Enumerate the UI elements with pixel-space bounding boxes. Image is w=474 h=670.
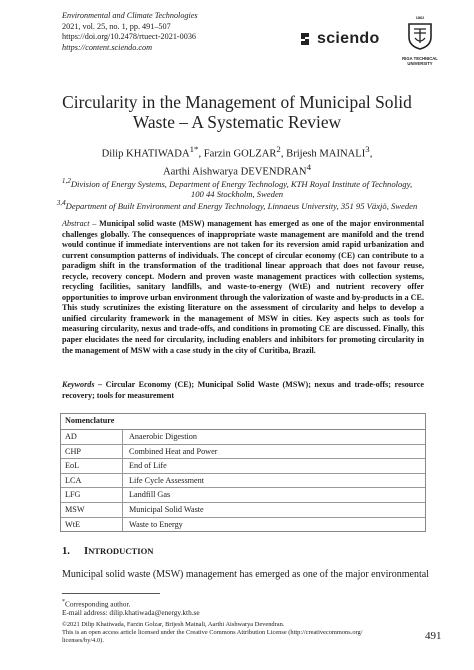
table-row (61, 430, 425, 445)
sciendo-wordmark: sciendo (317, 30, 380, 47)
author-sep: , (369, 148, 373, 160)
table-row (61, 518, 425, 532)
abstract (62, 219, 424, 356)
page-number: 491 (425, 630, 442, 642)
corr-mark: * (62, 599, 66, 605)
copyright-line: ©2021 Dilip Khatiwada, Farzin Golzar, Brijesh Mainali, Aarthi Aishwarya Devendran. (62, 621, 285, 628)
table-row (61, 474, 425, 489)
nomen-def: Waste to Energy (129, 519, 183, 529)
keywords-label: Keywords (62, 380, 95, 389)
rtu-est: 1862 (415, 16, 425, 20)
author-list (40, 143, 434, 179)
title-line-2: Waste – A Systematic Review (132, 112, 342, 132)
journal-site[interactable]: https://content.sciendo.com (62, 42, 153, 52)
journal-header (62, 11, 198, 53)
author-4: Aarthi Aishwarya DEVENDRAN (162, 166, 307, 178)
nomen-abbr: AD (61, 430, 123, 444)
corr-label: Corresponding author. (65, 599, 131, 609)
rtu-logo (396, 16, 444, 66)
table-row (61, 459, 425, 474)
footnote-license (62, 621, 363, 645)
rtu-name-1: RIGA TECHNICAL (402, 56, 438, 61)
nomen-abbr: MSW (61, 503, 123, 517)
abstract-label: Abstract (62, 219, 90, 228)
rtu-name-2: UNIVERSITY (407, 61, 433, 66)
corr-email[interactable]: E-mail address: dilip.khatiwada@energy.kth.se (62, 608, 200, 618)
author-4-sup: 4 (306, 162, 311, 173)
nomenclature-table (60, 413, 426, 532)
aff1-line-1: Division of Energy Systems, Department of Energy Technology, KTH Royal Institute of Technology, (70, 178, 413, 189)
aff2-line-1: Department of Built Environment and Energy Technology, Linnaeus University, 351 95 Växjö, Sweden (65, 200, 418, 211)
author-3: , Brijesh MAINALI (280, 148, 366, 160)
nomen-abbr: LCA (61, 474, 123, 488)
journal-issue: 2021, vol. 25, no. 1, pp. 491–507 (62, 21, 171, 31)
nomen-abbr: CHP (61, 445, 123, 459)
rtu-crest-icon (405, 21, 435, 51)
nomen-abbr: WtE (61, 518, 123, 532)
journal-name: Environmental and Climate Technologies (62, 11, 198, 20)
abstract-text: Municipal solid waste (MSW) management has emerged as one of the major environmental challenges globally. The consequences of inappropriate waste management are manifold and the trend would continue if immediate interventions are not taken for its reversion amid rapid urbanization and current consumption patterns of individuals. The concept of circular economy (CE) can contribute to a paradigm shift in the transformation of the traditional linear approach that does not favour reuse, recycle, recovery concept. Modern and proven waste management practices with collection systems, recycling facilities, sanitary landfills, and waste-to-energy (WtE) and nutrient recovery offer opportunities to improve urban environment through the valorization of waste and by-products in a CE. This study scrutinizes the existing literature on the assessment of circularity and helps to develop a unified circularity framework in the management of MSW in cities. Key aspects such as tools for measuring circularity, nexus and trade-offs, and conditions in promoting CE are discussed. Finally, this paper elucidates the need for circularity, including enablers and inhibitors for promoting circularity in the management of MSW with a case study in the city of Curitiba, Brazil. (62, 219, 424, 355)
nomen-abbr: EoL (61, 459, 123, 473)
table-row (61, 503, 425, 518)
sciendo-logo (298, 30, 380, 48)
paper-title (40, 92, 434, 132)
section-title-rest: NTRODUCTION (88, 546, 154, 556)
nomenclature-header: Nomenclature (61, 414, 425, 430)
sciendo-mark-icon (298, 32, 312, 46)
keywords (62, 380, 424, 401)
intro-first-line: Municipal solid waste (MSW) management has emerged as one of the major environmental (62, 569, 429, 580)
author-1: Dilip KHATIWADA (101, 148, 190, 160)
license-line-1[interactable]: This is an open access article licensed under the Creative Commons Attribution License (http://creativecommons.org/ (62, 629, 363, 636)
title-line-1: Circularity in the Management of Municipal Solid (62, 92, 412, 112)
footnote-divider (62, 593, 160, 594)
nomen-def: Combined Heat and Power (129, 446, 218, 456)
keywords-text: Circular Economy (CE); Municipal Solid Waste (MSW); nexus and trade-offs; resource recovery; tools for measurement (62, 380, 424, 400)
nomen-def: Landfill Gas (129, 490, 171, 500)
license-line-2[interactable]: licenses/by/4.0). (62, 637, 104, 644)
journal-doi[interactable]: https://doi.org/10.2478/rtuect-2021-0036 (62, 32, 197, 41)
nomen-def: Life Cycle Assessment (129, 475, 205, 485)
nomen-abbr: LFG (61, 488, 123, 502)
abstract-dash: – (89, 219, 100, 228)
affiliation-2 (40, 198, 434, 211)
aff2-sup: 3,4 (56, 199, 66, 207)
aff1-line-2: 100 44 Stockholm, Sweden (190, 189, 284, 200)
affiliation-1 (40, 176, 434, 200)
section-heading (62, 546, 154, 557)
author-3-sup: 3 (365, 144, 370, 154)
table-row (61, 488, 425, 503)
nomen-def: Anaerobic Digestion (129, 432, 197, 441)
footnote-corresponding (62, 598, 200, 617)
keywords-dash: – (94, 380, 106, 389)
aff1-sup: 1,2 (61, 177, 71, 185)
section-number: 1. (62, 546, 70, 557)
table-row (61, 445, 425, 460)
nomen-def: End of Life (129, 461, 167, 471)
section-title-first: I (83, 546, 89, 557)
nomen-def: Municipal Solid Waste (129, 504, 204, 514)
author-2: , Farzin GOLZAR (198, 148, 277, 160)
author-2-sup: 2 (276, 144, 281, 154)
author-1-sup: 1* (189, 144, 199, 154)
